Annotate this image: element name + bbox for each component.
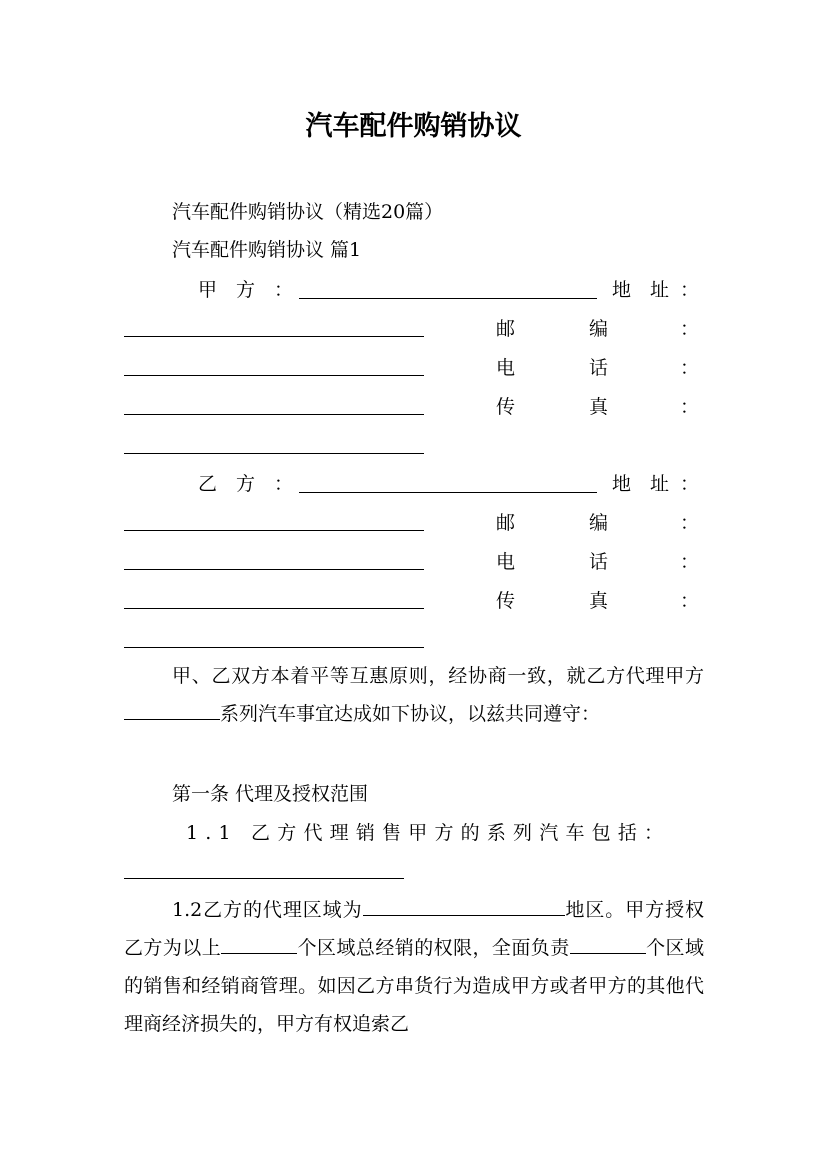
intro-part1: 甲、乙双方本着平等互惠原则，经协商一致，就乙方代理甲方 (172, 665, 704, 687)
postcode-blank (124, 547, 424, 570)
document-subtitle: 汽车配件购销协议（精选20篇） (172, 201, 444, 223)
clause-1-2-part4: 个区域的销售和经销商管理。如因乙方串货行为造成甲方或者甲方的其他代理商经济损失的，甲方有权追索乙 (124, 937, 704, 1035)
party-a-row-fax (124, 392, 704, 420)
phone-blank (124, 392, 424, 415)
party-b-address-label: 地 址 (612, 473, 670, 495)
article-1-title: 第一条 代理及授权范围 (172, 783, 369, 805)
clause-1-2-part3: 个区域总经销的权限，全面负责 (297, 937, 570, 959)
party-b-row-phone (124, 547, 704, 575)
field-char-2: 话 (589, 551, 609, 573)
field-char-1: 电 (496, 551, 516, 573)
field-colon: ： (680, 512, 700, 534)
fax-blank (124, 625, 424, 648)
party-a-address-label: 地 址 (612, 279, 670, 301)
field-char-2: 真 (589, 396, 609, 418)
field-colon: ： (680, 590, 700, 612)
fax-blank (124, 431, 424, 454)
field-char-1: 邮 (496, 512, 516, 534)
party-b-row-postcode (124, 508, 704, 536)
phone-blank (124, 586, 424, 609)
series-blank (124, 699, 220, 720)
field-char-2: 编 (589, 512, 609, 534)
clause-1-1: 1.1 乙方代理销售甲方的系列汽车包括： (186, 822, 671, 844)
clause-1-2-part2: 地区。甲方授权乙方为以上 (124, 899, 704, 959)
field-char-2: 编 (589, 318, 609, 340)
address-blank (124, 314, 424, 337)
region-count-blank (221, 933, 297, 954)
clause-1-2 (124, 891, 704, 1043)
intro-part2: 系列汽车事宜达成如下协议，以兹共同遵守： (220, 703, 601, 725)
party-b-row-fax-value (124, 625, 704, 653)
field-char-1: 邮 (496, 318, 516, 340)
field-char-1: 传 (496, 396, 516, 418)
field-colon: ： (680, 396, 700, 418)
field-char-1: 传 (496, 590, 516, 612)
section-heading: 汽车配件购销协议 篇1 (172, 239, 362, 261)
field-colon: ： (680, 318, 700, 340)
field-colon: ： (680, 357, 700, 379)
field-char-2: 真 (589, 590, 609, 612)
field-colon: ： (680, 551, 700, 573)
sales-region-blank (570, 933, 646, 954)
party-a-row-phone (124, 353, 704, 381)
party-a-row-postcode (124, 314, 704, 342)
field-char-2: 话 (589, 357, 609, 379)
party-a-row-fax-value (124, 431, 704, 459)
party-b-row-fax (124, 586, 704, 614)
clause-1-2-part1: 1.2乙方的代理区域为 (172, 899, 363, 921)
clause-1-1-blank (124, 856, 404, 879)
party-a-address-colon: ： (680, 279, 700, 301)
intro-paragraph (124, 657, 704, 733)
postcode-blank (124, 353, 424, 376)
party-b-label: 乙 方 ： (198, 473, 294, 495)
address-blank (124, 508, 424, 531)
party-b-name-blank (299, 470, 597, 493)
document-title: 汽车配件购销协议 (305, 111, 522, 142)
field-char-1: 电 (496, 357, 516, 379)
region-blank (363, 895, 565, 916)
party-b-address-colon: ： (680, 473, 700, 495)
party-a-name-blank (299, 276, 597, 299)
party-a-label: 甲 方 ： (198, 279, 294, 301)
